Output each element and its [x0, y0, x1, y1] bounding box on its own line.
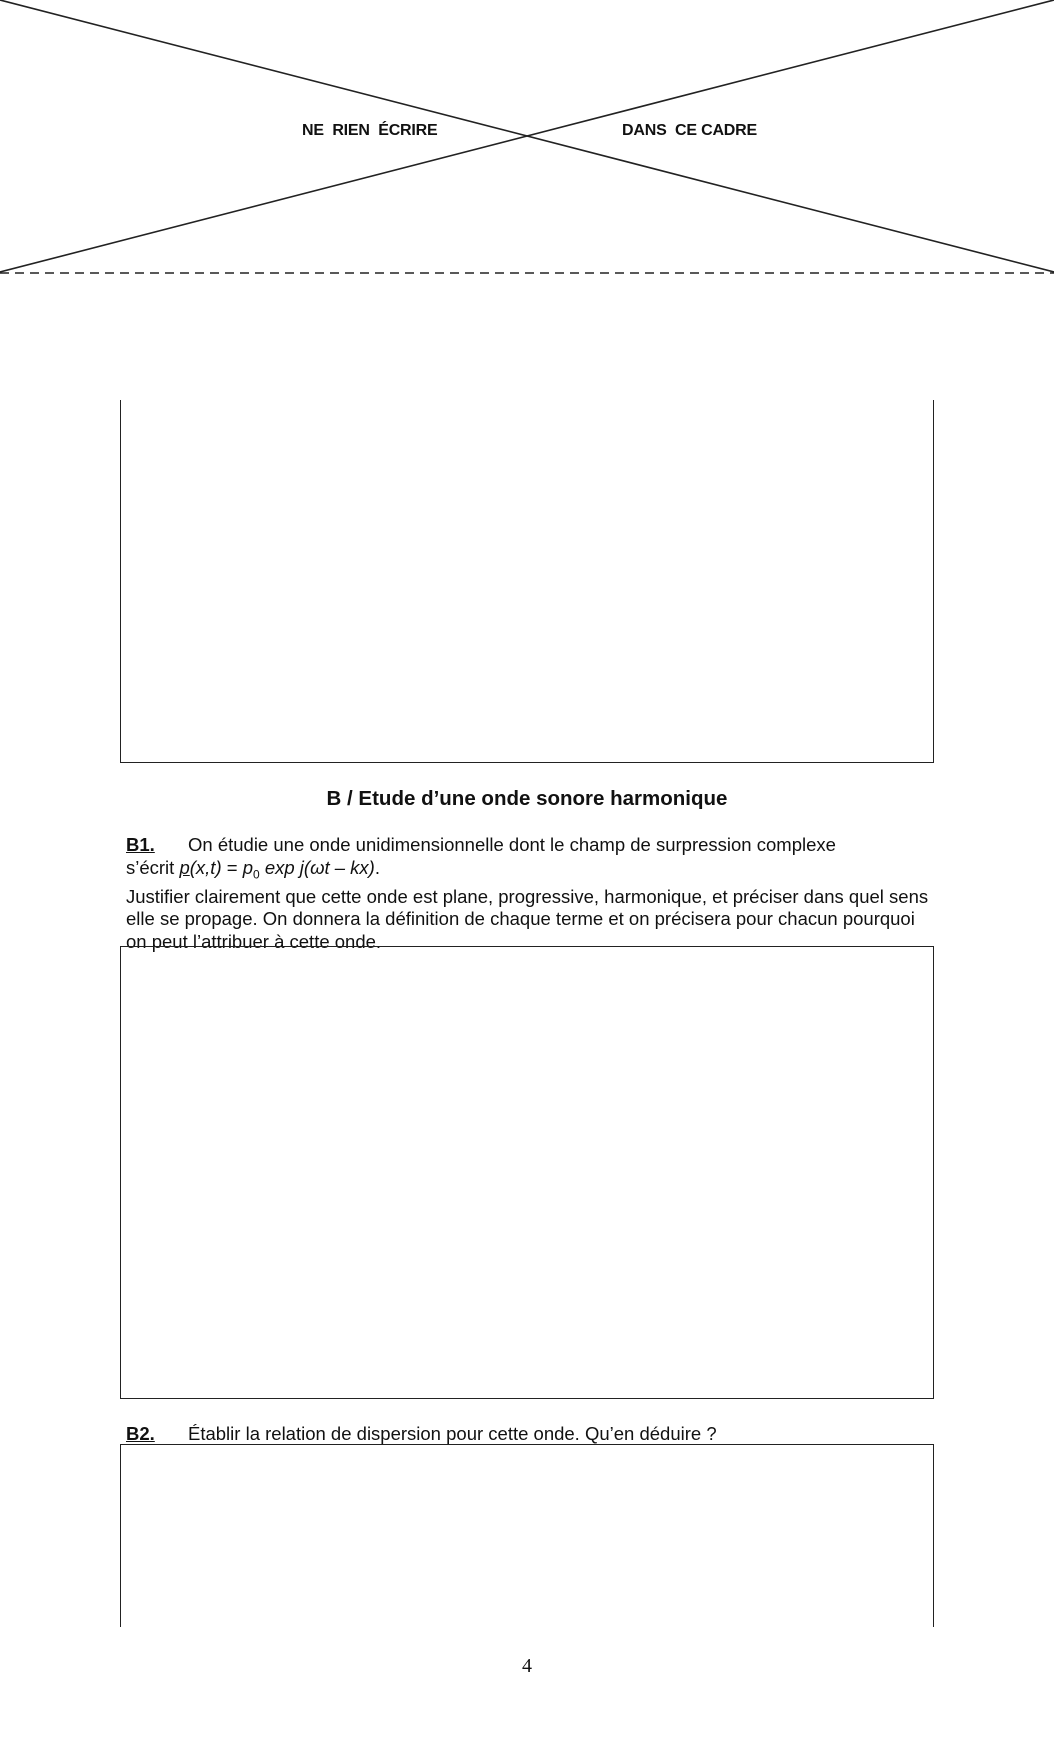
question-b1-line1: [126, 834, 936, 857]
question-b1: [126, 834, 936, 953]
formula-p0: p: [242, 856, 253, 878]
answer-box-b2[interactable]: [120, 1444, 934, 1627]
formula-equals: =: [221, 856, 243, 878]
question-b1-body: Justifier clairement que cette onde est plane, progressive, harmonique, et préciser dans quel sens elle se propage. On donnera la définition de chaque terme et on précisera pour chacun pourquoi on peut l’attribuer à cette onde.: [126, 885, 929, 952]
section-title: B / Etude d’une onde sonore harmonique: [326, 787, 728, 810]
formula-p: p: [179, 856, 190, 878]
no-write-frame: [0, 0, 1054, 280]
question-b1-intro: On étudie une onde unidimensionnelle dont le champ de surpression complexe: [188, 834, 836, 855]
formula-subscript: 0: [253, 867, 260, 882]
question-b2: [126, 1423, 936, 1446]
formula-exp: exp j: [259, 856, 304, 878]
answer-box-previous[interactable]: [120, 400, 934, 763]
question-b2-text: Établir la relation de dispersion pour cette onde. Qu’en déduire ?: [188, 1423, 717, 1444]
answer-box-b1[interactable]: [120, 946, 934, 1399]
formula-args: (x,t): [189, 856, 222, 878]
formula-phase: (ωt – kx): [303, 856, 375, 878]
page-number: 4: [522, 1655, 532, 1677]
formula-end: .: [374, 856, 380, 878]
question-b2-number: B2.: [126, 1423, 155, 1444]
formula-prefix: s’écrit: [126, 856, 180, 878]
no-write-label-right: DANS CE CADRE: [622, 122, 757, 139]
question-b1-number: B1.: [126, 834, 155, 855]
no-write-label-left: NE RIEN ÉCRIRE: [302, 122, 438, 139]
question-b1-formula: [126, 857, 936, 886]
